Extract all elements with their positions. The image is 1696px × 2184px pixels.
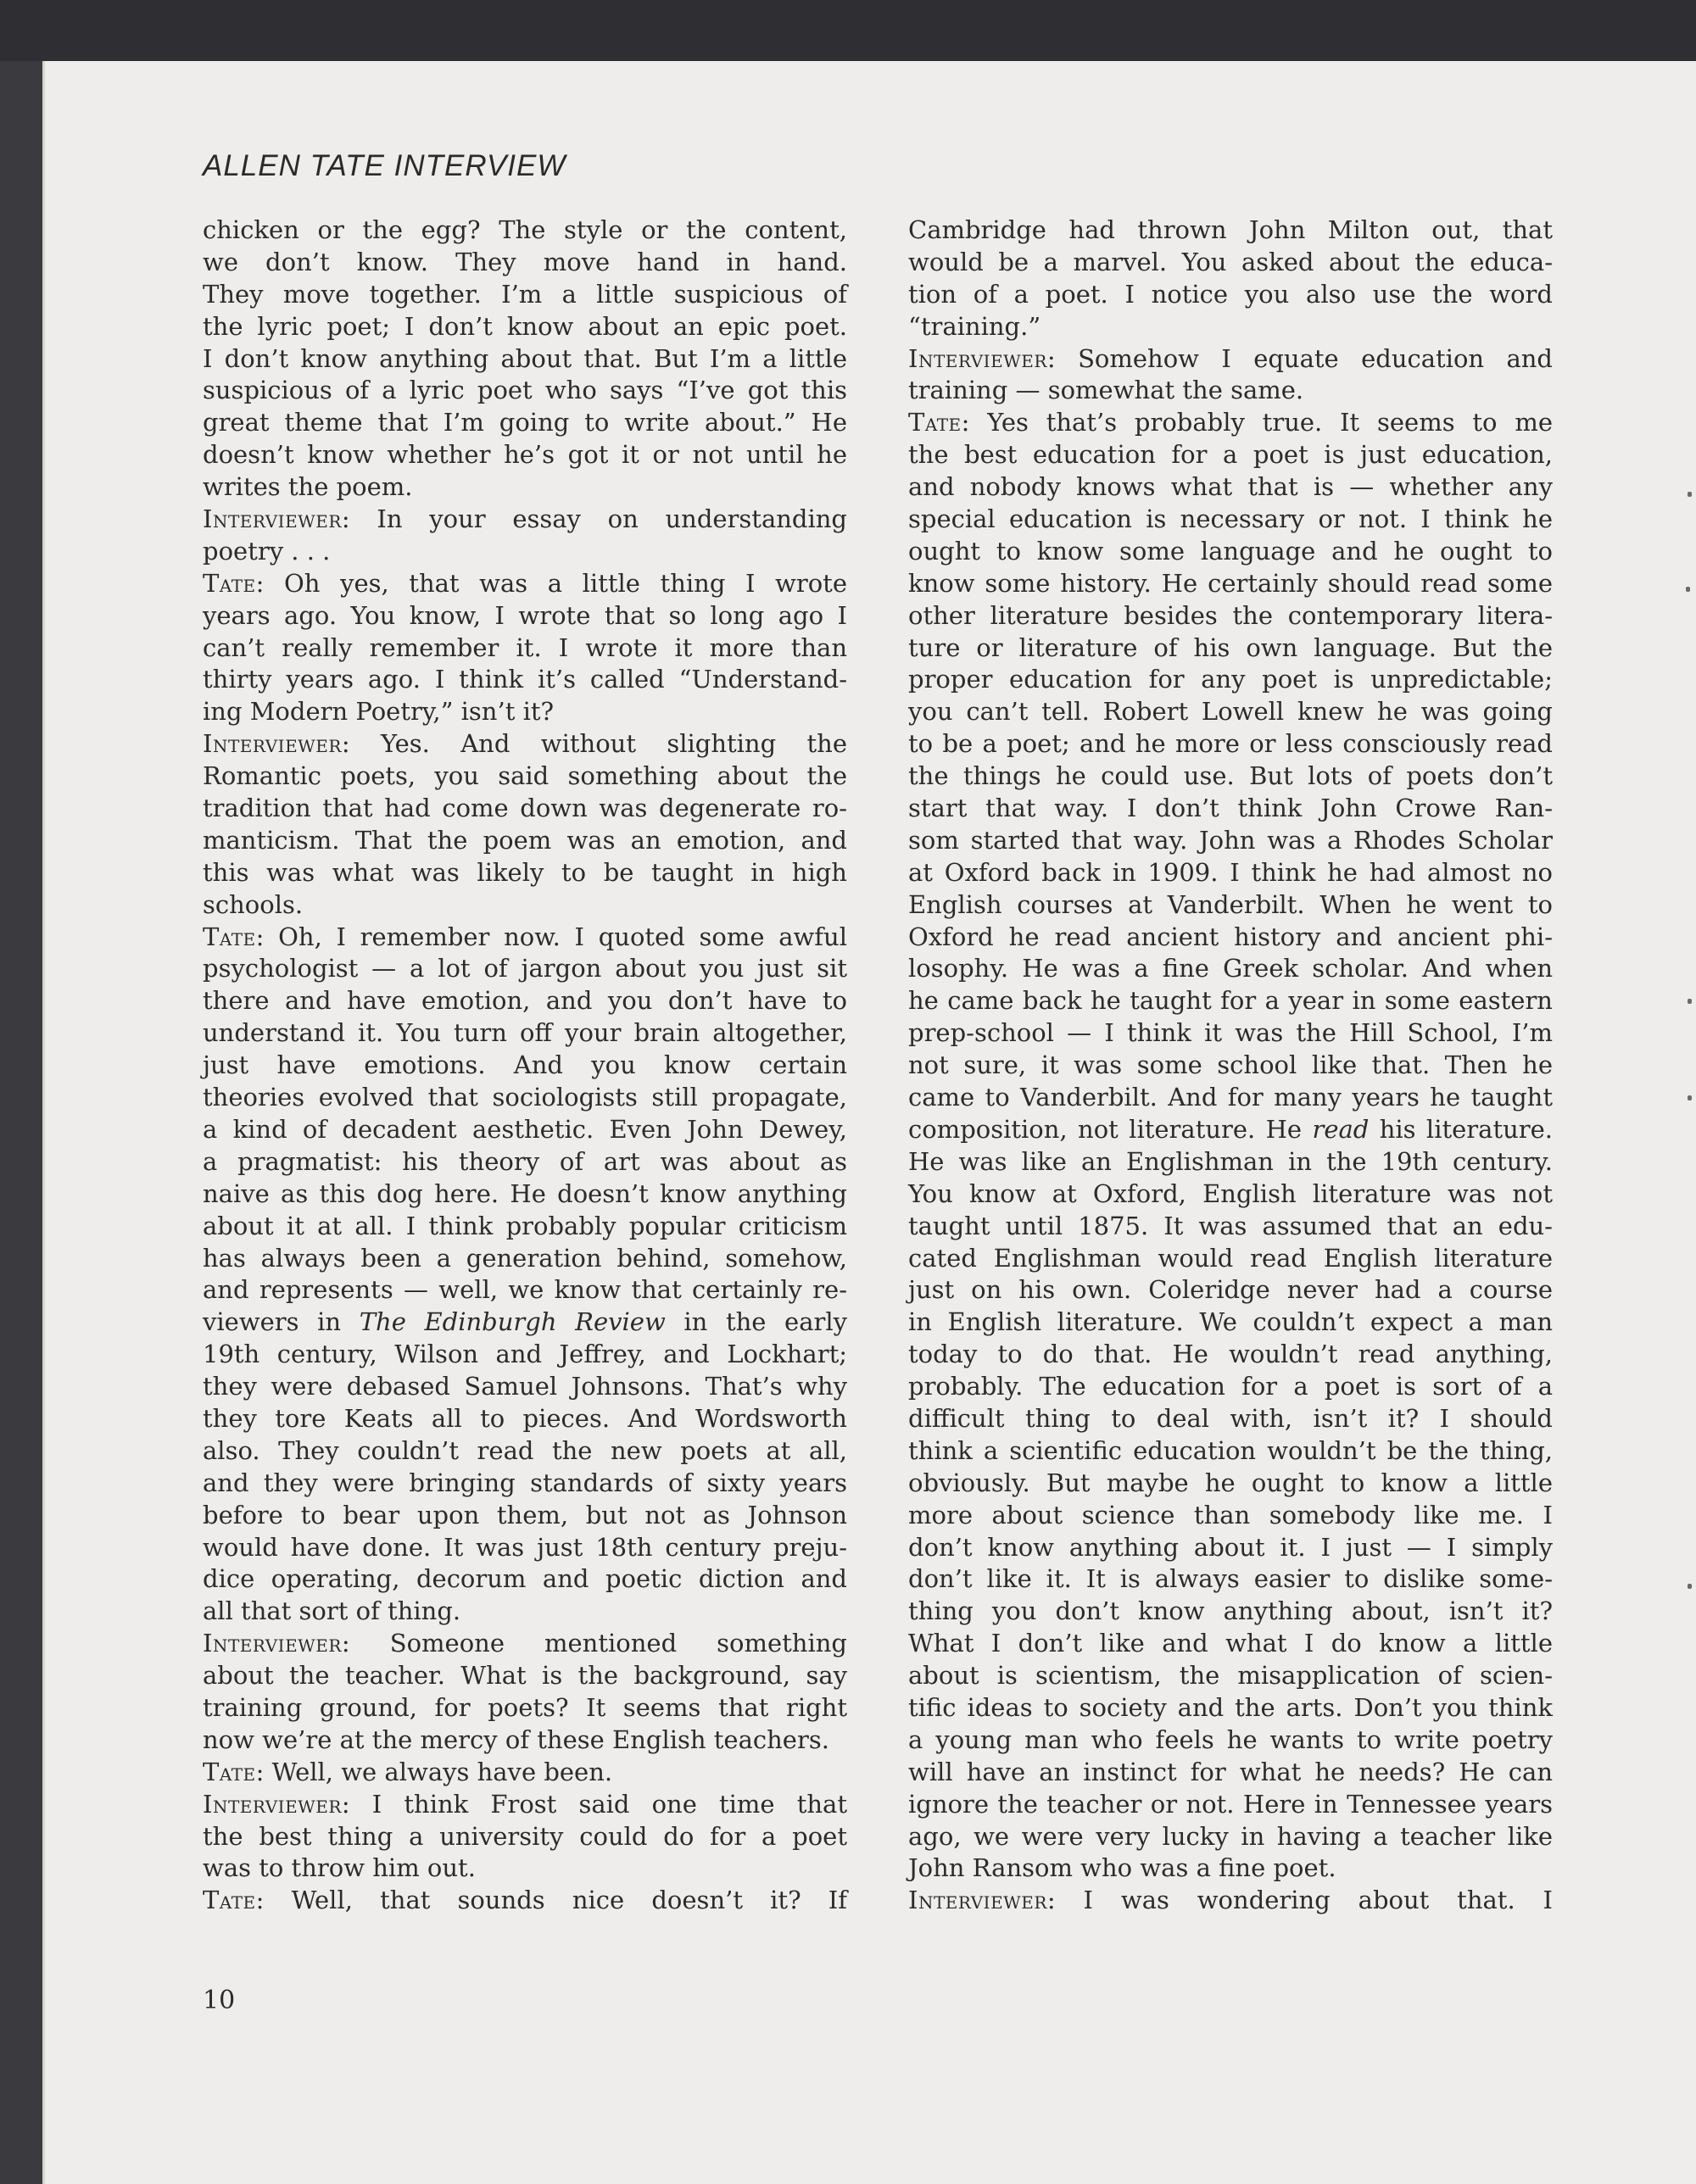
speaker-turn: Tate: Oh, I remember now. I quoted some awful [203,922,847,951]
text-line: ago, we were very lucky in having a teacher like [908,1821,1553,1851]
text-line: tion of a poet. I notice you also use the word [908,279,1553,309]
text-line: will have an instinct for what he needs? He can [908,1757,1553,1786]
text-line: and they were bringing standards of sixty years [203,1468,847,1497]
text-line: naive as this dog here. He doesn’t know anything [203,1178,847,1208]
scan-speck [1688,1095,1692,1100]
text-line: the things he could use. But lots of poets don’t [908,761,1553,791]
emphasis-word: read [1312,1114,1370,1144]
text-span: Somehow I equate education and [1078,343,1553,373]
text-line: som started that way. John was a Rhodes Scholar [908,825,1553,855]
speaker-label-interviewer: Interviewer [203,1629,342,1658]
text-line: poetry . . . [203,536,331,566]
text-line: was to throw him out. [203,1853,476,1883]
text-line: the lyric poet; I don’t know about an epic poet. [203,311,847,341]
text-line: would be a marvel. You asked about the educa- [908,247,1553,276]
text-line: dice operating, decorum and poetic diction and [203,1564,847,1594]
text-line: now we’re at the mercy of these English teachers. [203,1724,829,1754]
text-line: also. They couldn’t read the new poets at all, [203,1435,847,1465]
text-line: all that sort of thing. [203,1596,461,1626]
text-line: Oxford he read ancient history and ancient phi- [908,922,1553,951]
text-line: in English literature. We couldn’t expect a man [908,1307,1553,1337]
text-line: and represents — well, we know that certainly re- [203,1275,847,1305]
text-span: I think Frost said one time that [371,1789,847,1819]
speaker-turn: Tate: Oh yes, that was a little thing I wrote [203,568,847,598]
text-line: this was what was likely to be taught in high [203,857,847,887]
scan-speck [1688,999,1692,1004]
text-line: would have done. It was just 18th century preju- [203,1532,847,1562]
text-line: came to Vanderbilt. And for many years he taught [908,1083,1553,1112]
text-line: probably. The education for a poet is sort of a [908,1372,1553,1401]
text-line: I don’t know anything about that. But I’m a little [203,343,847,373]
text-line: thing you don’t know anything about, isn’t it? [908,1596,1553,1626]
text-line: Romantic poets, you said something about the [203,761,847,791]
text-line: doesn’t know whether he’s got it or not until he [203,440,847,470]
text-line: prep-school — I think it was the Hill School, I’m [908,1018,1553,1048]
text-line: and nobody knows what that is — whether any [908,472,1553,502]
speaker-turn: Tate: Yes that’s probably true. It seems to me [908,408,1553,437]
text-span: his literature. [1379,1114,1554,1144]
text-line: What I don’t like and what I do know a little [908,1629,1553,1658]
speaker-label-tate: Tate [203,1886,256,1915]
scan-background [0,0,1696,61]
speaker-turn: Interviewer: In your essay on understanding [203,504,847,534]
scan-speck [1686,587,1690,592]
text-line: suspicious of a lyric poet who says “I’ve got this [203,376,847,405]
text-span: Oh yes, that was a little thing I wrote [284,568,847,598]
text-line: proper education for any poet is unpredictable; [908,665,1553,694]
text-line: they were debased Samuel Johnsons. That’s why [203,1372,847,1401]
text-line: great theme that I’m going to write about.” He [203,408,847,437]
text-line: training ground, for poets? It seems that right [203,1692,847,1722]
speaker-turn: Interviewer: Somehow I equate education and [908,343,1553,373]
speaker-label-interviewer: Interviewer [908,1886,1047,1915]
speaker-label-tate: Tate [203,568,256,598]
document-page [42,61,1696,2184]
text-line: training — somewhat the same. [908,376,1304,405]
text-line [908,1114,1553,1146]
text-line: ing Modern Poetry,” isn’t it? [203,697,555,727]
text-line: John Ransom who was a fine poet. [908,1853,1336,1883]
speaker-label-interviewer: Interviewer [203,1789,342,1819]
text-line: English courses at Vanderbilt. When he went to [908,889,1553,919]
left-column [203,214,847,1917]
page-number: 10 [203,1986,236,2015]
text-line: ignore the teacher or not. Here in Tennessee years [908,1789,1553,1819]
text-line: losophy. He was a fine Greek scholar. And when [908,954,1553,983]
scan-speck [1688,1584,1692,1589]
text-line: He was like an Englishman in the 19th century. [908,1146,1553,1176]
text-line: a young man who feels he wants to write poetry [908,1724,1553,1754]
text-line: manticism. That the poem was an emotion, and [203,825,847,855]
text-line: cated Englishman would read English literature [908,1243,1553,1273]
text-line: start that way. I don’t think John Crowe Ran- [908,794,1553,823]
text-line: the best thing a university could do for a poet [203,1821,847,1851]
text-line: tradition that had come down was degenerate ro- [203,794,847,823]
speaker-label-tate: Tate [908,408,962,437]
text-line: don’t know anything about it. I just — I simply [908,1532,1553,1562]
text-line: writes the poem. [203,472,413,502]
text-span: Someone mentioned something [389,1629,847,1658]
text-line: 19th century, Wilson and Jeffrey, and Lockhart; [203,1340,847,1369]
speaker-turn: Tate: Well, that sounds nice doesn’t it? If [203,1886,847,1915]
text-line: just on his own. Coleridge never had a course [908,1275,1553,1305]
text-line: can’t really remember it. I wrote it more than [203,632,847,662]
text-line: know some history. He certainly should read some [908,568,1553,598]
text-span: Yes that’s probably true. It seems to me [987,408,1553,437]
speaker-label-interviewer: Interviewer [908,343,1047,373]
text-line: ture or literature of his own language. But the [908,632,1553,662]
text-span: Oh, I remember now. I quoted some awful [278,922,847,951]
text-line: chicken or the egg? The style or the content, [203,215,847,244]
running-header: ALLEN TATE INTERVIEW [203,149,566,182]
speaker-label-tate: Tate [203,922,256,951]
speaker-turn: Interviewer: I was wondering about that. I [908,1886,1553,1915]
text-line [203,1306,847,1339]
text-line: before to bear upon them, but not as Johnson [203,1500,847,1529]
text-line: ought to know some language and he ought to [908,536,1553,566]
text-line: about the teacher. What is the background, say [203,1661,847,1691]
speaker-label-tate: Tate [203,1757,256,1786]
speaker-turn: Interviewer: I think Frost said one time that [203,1789,847,1819]
text-line: special education is necessary or not. I think he [908,504,1553,534]
text-line: you can’t tell. Robert Lowell knew he was going [908,697,1553,727]
text-line: we don’t know. They move hand in hand. [203,247,847,276]
speaker-turn: Interviewer: Yes. And without slighting the [203,729,847,759]
text-line: understand it. You turn off your brain altogether, [203,1018,847,1048]
publication-title: The Edinburgh Review [359,1307,666,1337]
scan-speck [1688,492,1692,497]
text-line: there and have emotion, and you don’t have to [203,986,847,1016]
speaker-label-interviewer: Interviewer [203,729,342,759]
text-line: has always been a generation behind, somehow, [203,1243,847,1273]
text-line: to be a poet; and he more or less consciously read [908,729,1553,759]
text-line: other literature besides the contemporary litera- [908,600,1553,630]
text-line: You know at Oxford, English literature was not [908,1178,1553,1208]
text-line: the best education for a poet is just education, [908,440,1553,470]
text-line: difficult thing to deal with, isn’t it? I should [908,1403,1553,1433]
text-line: don’t like it. It is always easier to dislike some- [908,1564,1553,1594]
text-line: theories evolved that sociologists still propagate, [203,1083,847,1112]
text-line: Cambridge had thrown John Milton out, that [908,215,1553,244]
text-line: years ago. You know, I wrote that so long ago I [203,600,847,630]
text-line: tific ideas to society and the arts. Don’t you think [908,1692,1553,1722]
text-span: Well, we always have been. [271,1757,613,1786]
text-line: about it at all. I think probably popular criticism [203,1211,847,1240]
text-span: I was wondering about that. I [1083,1886,1553,1915]
text-line: think a scientific education wouldn’t be the thing, [908,1435,1553,1465]
text-line: not sure, it was some school like that. Then he [908,1050,1553,1080]
speaker-turn: Interviewer: Someone mentioned something [203,1629,847,1658]
right-column [908,214,1553,1917]
text-line: obviously. But maybe he ought to know a little [908,1468,1553,1497]
text-line: he came back he taught for a year in some eastern [908,986,1553,1016]
text-line: “training.” [908,311,1041,341]
text-line: at Oxford back in 1909. I think he had almost no [908,857,1553,887]
text-span: viewers in [203,1307,342,1337]
text-line: taught until 1875. It was assumed that an edu- [908,1211,1553,1240]
text-span: Yes. And without slighting the [381,729,847,759]
speaker-turn: Tate: Well, we always have been. [203,1757,613,1786]
text-line: schools. [203,889,304,919]
text-line: a pragmatist: his theory of art was about as [203,1146,847,1176]
text-span: Well, that sounds nice doesn’t it? If [291,1886,847,1915]
text-span: in the early [683,1307,848,1337]
speaker-label-interviewer: Interviewer [203,504,342,534]
text-line: today to do that. He wouldn’t read anything, [908,1340,1553,1369]
text-line: just have emotions. And you know certain [203,1050,847,1080]
text-line: psychologist — a lot of jargon about you just sit [203,954,847,983]
text-line: about is scientism, the misapplication of scien- [908,1661,1553,1691]
text-line: They move together. I’m a little suspicious of [203,279,847,309]
text-line: more about science than somebody like me. I [908,1500,1553,1529]
text-span: composition, not literature. He [908,1114,1303,1144]
text-span: In your essay on understanding [377,504,847,534]
text-line: a kind of decadent aesthetic. Even John Dewey, [203,1114,847,1144]
text-line: they tore Keats all to pieces. And Wordsworth [203,1403,847,1433]
text-line: thirty years ago. I think it’s called “Understand- [203,665,847,694]
